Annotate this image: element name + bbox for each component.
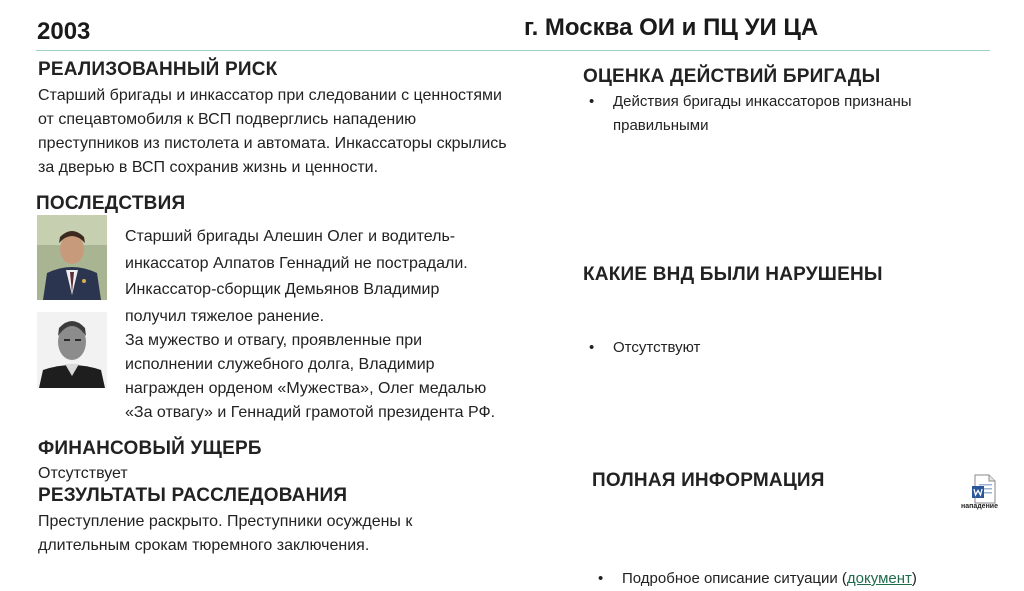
violations-item: • Отсутствуют (583, 336, 1024, 360)
full-info-item (592, 567, 1024, 591)
person-photo-icon (37, 215, 107, 300)
document-icon-caption: нападение (961, 503, 999, 510)
year-heading: 2003 (37, 18, 91, 45)
header-divider (36, 50, 990, 51)
risk-line: за дверью в ВСП сохранив жизнь и ценности. (38, 159, 379, 176)
consequences-text-a (125, 224, 544, 330)
consequences-line: «За отвагу» и Геннадий грамотой президента РФ. (125, 404, 496, 421)
injured-collector-photo (37, 312, 107, 388)
word-document-icon[interactable] (971, 474, 997, 504)
consequences-line: инкассатор Алпатов Геннадий не пострадали. (125, 254, 468, 272)
risk-line: преступников из пистолета и автомата. Инкассаторы скрылись (38, 135, 507, 152)
consequences-text-b (125, 329, 545, 425)
investigation-text (38, 510, 458, 558)
damage-title: ФИНАНСОВЫЙ УЩЕРБ (38, 438, 262, 459)
assessment-line: правильными (613, 117, 709, 134)
violations-title: КАКИЕ ВНД БЫЛИ НАРУШЕНЫ (583, 264, 883, 285)
location-heading: г. Москва ОИ и ПЦ УИ ЦА (524, 14, 819, 41)
risk-line: Старший бригады и инкассатор при следовании с ценностями (38, 87, 502, 104)
person-photo-icon (37, 312, 107, 388)
consequences-line: получил тяжелое ранение. (125, 307, 325, 325)
consequences-line: За мужество и отвагу, проявленные при (125, 332, 423, 349)
assessment-item (583, 90, 993, 138)
consequences-line: исполнении служебного долга, Владимир (125, 356, 435, 373)
risk-text (38, 84, 554, 180)
consequences-title: ПОСЛЕДСТВИЯ (36, 193, 186, 214)
consequences-line: награжден орденом «Мужества», Олег медалью (125, 380, 487, 397)
damage-text: Отсутствует (38, 465, 128, 482)
risk-title: РЕАЛИЗОВАННЫЙ РИСК (38, 59, 278, 80)
full-info-title: ПОЛНАЯ ИНФОРМАЦИЯ (592, 470, 825, 491)
investigation-title: РЕЗУЛЬТАТЫ РАССЛЕДОВАНИЯ (38, 485, 348, 506)
full-info-suffix: ) (911, 570, 917, 587)
brigade-leader-photo (37, 215, 107, 300)
document-link[interactable]: документ (846, 570, 912, 587)
consequences-line: Старший бригады Алешин Олег и водитель- (125, 228, 456, 245)
assessment-title: ОЦЕНКА ДЕЙСТВИЙ БРИГАДЫ (583, 66, 881, 87)
full-info-prefix: Подробное описание ситуации ( (622, 570, 847, 587)
assessment-line: • Действия бригады инкассаторов признаны (613, 93, 912, 110)
risk-line: от спецавтомобиля к ВСП подверглись нападению (38, 111, 417, 128)
consequences-line: Инкассатор-сборщик Демьянов Владимир (125, 281, 440, 298)
investigation-line: длительным срокам тюремного заключения. (38, 537, 370, 554)
investigation-line: Преступление раскрыто. Преступники осуждены к (38, 513, 413, 530)
